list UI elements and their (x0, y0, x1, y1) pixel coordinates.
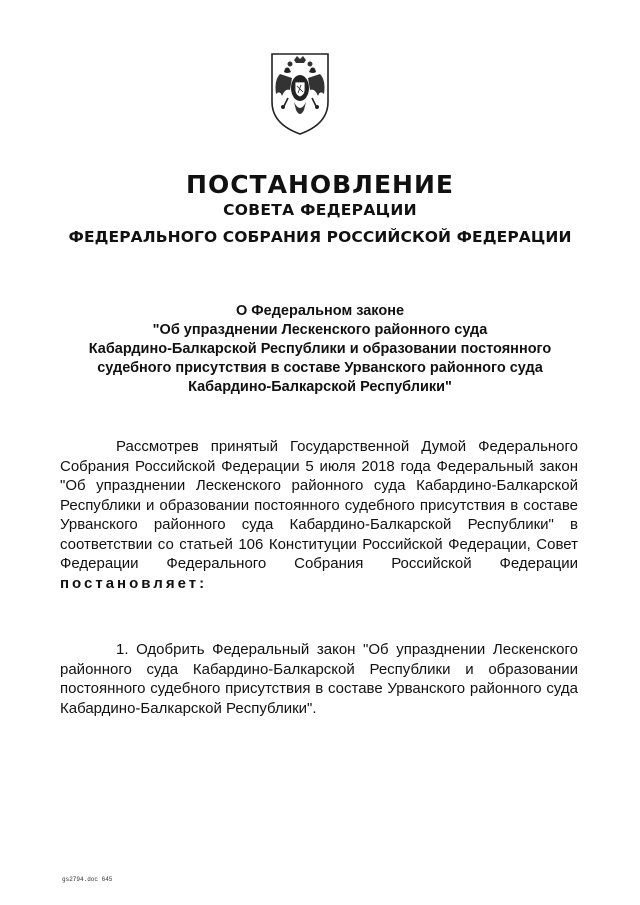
issuer-line-1: СОВЕТА ФЕДЕРАЦИИ (223, 201, 417, 219)
document-subject (60, 302, 580, 397)
resolution-item-1: 1. Одобрить Федеральный закон "Об упразднении Лескенского районного суда Кабардино-Балкарской Республики и образовании постоянного судебного присутствия в составе Урванского районного суда Кабардино-Балкарской Республики". (60, 641, 578, 717)
document-title: ПОСТАНОВЛЕНИЕ (186, 170, 454, 199)
russian-coat-of-arms-icon (268, 50, 332, 136)
subject-line: судебного присутствия в составе Урванского районного суда (97, 360, 543, 376)
subject-line: Кабардино-Балкарской Республики и образовании постоянного (88, 341, 552, 357)
subject-line: "Об упразднении Лескенского районного суда (152, 322, 488, 338)
file-reference: gs2794.doc 645 (62, 876, 113, 883)
resolves-keyword: постановляет: (60, 574, 208, 592)
preamble-text: Рассмотрев принятый Государственной Думой Федерального Собрания Российской Федерации 5 июля 2018 года Федеральный закон "Об упразднении Лескенского районного суда Кабардино-Балкарской Республики и образовании постоянного судебного присутствия в составе Урванского районного суда Кабардино-Балкарской Республики" в соответствии со статьей 106 Конституции Российской Федерации, Совет Федерации Федерального Собрания Российской Федерации (60, 438, 578, 572)
subject-line: Кабардино-Балкарской Республики" (188, 379, 452, 395)
subject-line: О Федеральном законе (235, 303, 405, 319)
issuer-line-2: ФЕДЕРАЛЬНОГО СОБРАНИЯ РОССИЙСКОЙ ФЕДЕРАЦИИ (68, 228, 572, 246)
preamble-paragraph (60, 437, 578, 593)
